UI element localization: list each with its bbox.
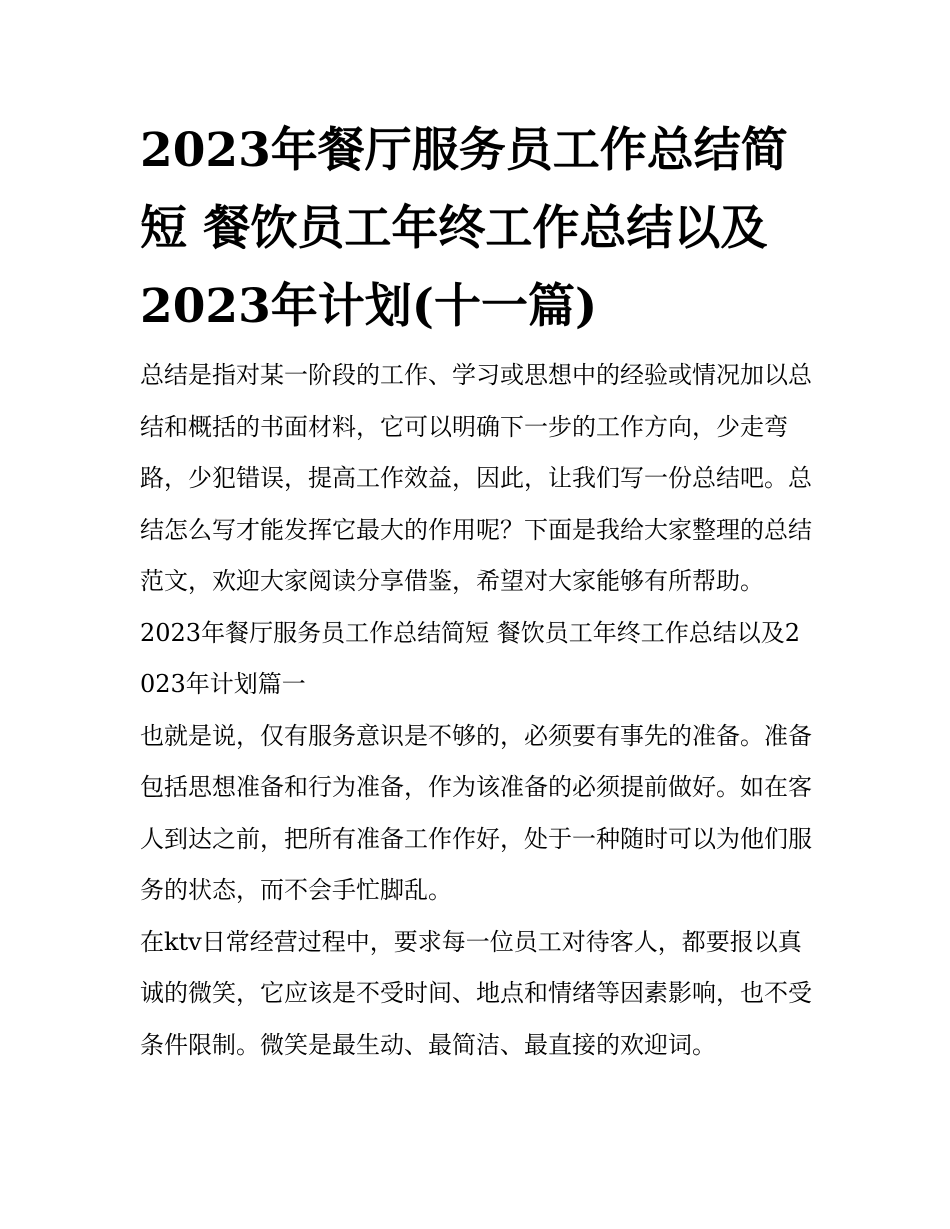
document-title: 2023年餐厅服务员工作总结简短 餐饮员工年终工作总结以及2023年计划(十一篇) xyxy=(140,123,788,334)
intro-paragraph: 总结是指对某一阶段的工作、学习或思想中的经验或情况加以总结和概括的书面材料，它可以明确下一步的工作方向，少走弯路，少犯错误，提高工作效益，因此，让我们写一份总结吧。总结怎么写才能发挥它最大的作用呢？下面是我给大家整理的总结范文，欢迎大家阅读分享借鉴，希望对大家能够有所帮助。 xyxy=(140,361,812,595)
document-body xyxy=(140,350,815,1071)
body-paragraph: 也就是说，仅有服务意识是不够的，必须要有事先的准备。准备包括思想准备和行为准备，作为该准备的必须提前做好。如在客人到达之前，把所有准备工作作好，处于一种随时可以为他们服务的状态，而不会手忙脚乱。 xyxy=(140,721,812,904)
body-paragraph: 在ktv日常经营过程中，要求每一位员工对待客人，都要报以真诚的微笑，它应该是不受时间、地点和情绪等因素影响，也不受条件限制。微笑是最生动、最简洁、最直接的欢迎词。 xyxy=(140,927,812,1059)
section-heading: 2023年餐厅服务员工作总结简短 餐饮员工年终工作总结以及2023年计划篇一 xyxy=(140,618,800,698)
